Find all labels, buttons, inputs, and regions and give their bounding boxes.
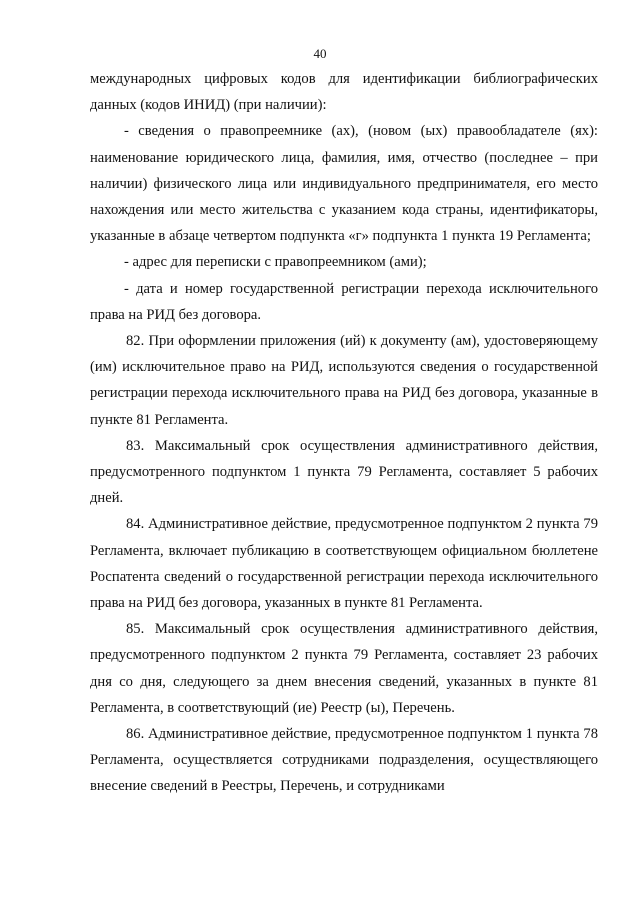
paragraph-83: 83. Максимальный срок осуществления административного действия, предусмотренного подпунктом 1 пункта 79 Регламента, составляет 5 рабочих дней. <box>90 437 598 507</box>
paragraph-84: 84. Административное действие, предусмотренное подпунктом 2 пункта 79 Регламента, включает публикацию в соответствующем официальном бюллетене Роспатента сведений о государственной регистрации перехода исключительного права на РИД без договора, указанных в пункте 81 Регламента. <box>90 516 598 612</box>
paragraph-82: 82. При оформлении приложения (ий) к документу (ам), удостоверяющему (им) исключительное право на РИД, используются сведения о государственной регистрации перехода исключительного права на РИД без договора, указанные в пункте 81 Регламента. <box>90 333 598 428</box>
body-text <box>90 66 598 800</box>
list-item-correspondence-address: - адрес для переписки с правопреемником (ами); <box>124 254 427 271</box>
list-item-registration-date-number: - дата и номер государственной регистрации перехода исключительного права на РИД без договора. <box>90 280 598 323</box>
page-number: 40 <box>313 46 327 61</box>
paragraph-86: 86. Административное действие, предусмотренное подпунктом 1 пункта 78 Регламента, осуществляется сотрудниками подразделения, осуществляющего внесение сведений в Реестры, Перечень, и сотрудниками <box>90 726 598 795</box>
paragraph-continuation: международных цифровых кодов для идентификации библиографических данных (кодов ИНИД) (при наличии): <box>90 71 598 114</box>
paragraph-85: 85. Максимальный срок осуществления административного действия, предусмотренного подпунктом 2 пункта 79 Регламента, составляет 23 рабочих дня со дня, следующего за днем внесения сведений, указанных в пункте 81 Регламента, в соответствующий (ие) Реестр (ы), Перечень. <box>90 621 598 716</box>
list-item-successor-info: - сведения о правопреемнике (ах), (новом (ых) правообладателе (ях): наименование юридического лица, фамилия, имя, отчество (последнее – при наличии) физического лица или индивидуального предпринимателя, его место нахождения или место жительства с указанием кода страны, идентификаторы, указанные в абзаце четвертом подпункта «г» подпункта 1 пункта 19 Регламента; <box>90 123 598 245</box>
